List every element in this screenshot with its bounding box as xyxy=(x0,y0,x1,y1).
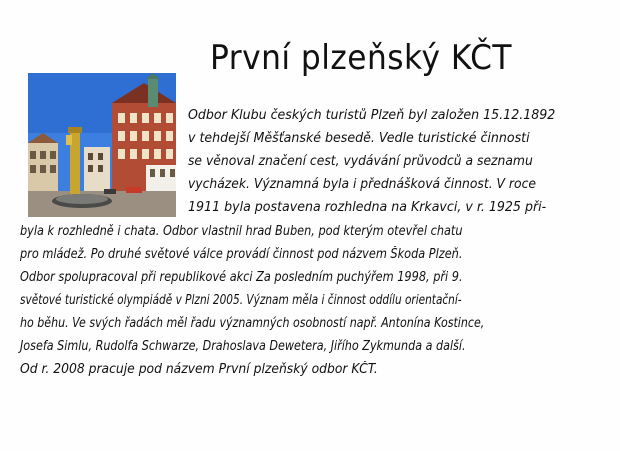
text-line: Odbor Klubu českých turistů Plzeň byl založen 15.12.1892 xyxy=(188,108,556,123)
page-title: První plzeňský KČT xyxy=(210,38,512,78)
text-line: 1911 byla postavena rozhledna na Krkavci, v r. 1925 při- xyxy=(188,200,547,215)
text-line: se věnoval značení cest, vydávání průvodců a seznamu xyxy=(188,154,533,169)
text-line: Od r. 2008 pracuje pod názvem První plzeňský odbor KČT. xyxy=(20,362,378,377)
text-line: vycházek. Významná byla i přednášková činnost. V roce xyxy=(188,177,536,192)
text-line: v tehdejší Měšťanské besedě. Vedle turistické činnosti xyxy=(188,131,530,146)
text-line: pro mládež. Po druhé světové válce provádí činnost pod názvem Škoda Plzeň. xyxy=(20,247,463,262)
text-line: ho běhu. Ve svých řadách měl řadu významných osobností např. Antonína Kostince, xyxy=(20,316,485,331)
text-line: Josefa Simlu, Rudolfa Schwarze, Drahoslava Dewetera, Jiřího Zykmunda a další. xyxy=(20,339,466,354)
text-line: Odbor spolupracoval při republikové akci Za posledním puchýřem 1998, při 9. xyxy=(20,270,463,285)
text-line: světové turistické olympiádě v Plzni 2005. Význam měla i činnost oddílu orientační- xyxy=(20,293,462,308)
text-line: byla k rozhledně i chata. Odbor vlastnil hrad Buben, pod kterým otevřel chatu xyxy=(20,224,463,239)
